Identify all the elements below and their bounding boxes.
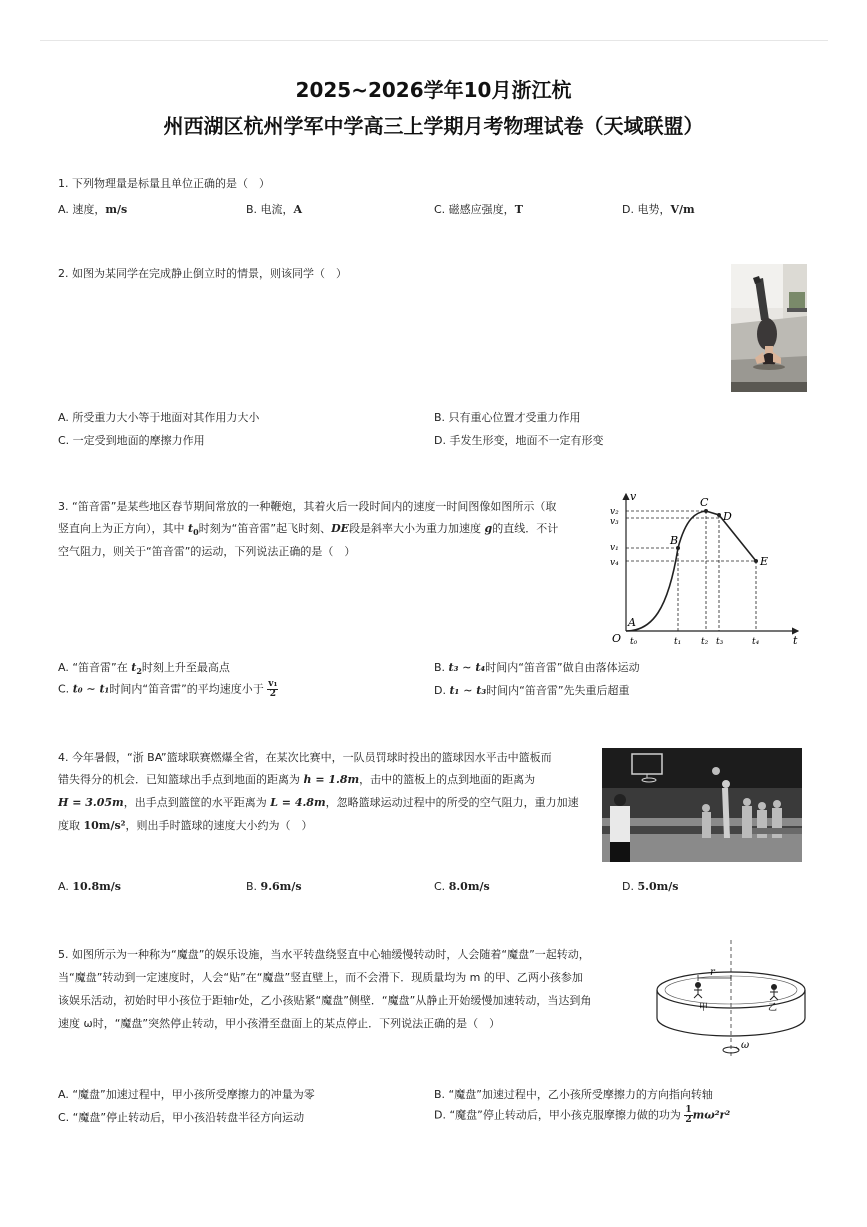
q1-stem: 1. 下列物理量是标量且单位正确的是（ ） xyxy=(58,177,270,190)
q3-option-d-text: 时间内“笛音雷”先失重后超重 xyxy=(486,684,630,697)
q5-option-d-text: D. “魔盘”停止转动后，甲小孩克服摩擦力做的功为 xyxy=(434,1108,685,1122)
q3-option-c-text: C. xyxy=(58,682,73,696)
q4-H: H = 3.05m xyxy=(58,796,124,809)
t1-label: t₁ xyxy=(674,637,682,647)
q3-option-c-text: 时间内“笛音雷”的平均速度小于 xyxy=(109,682,268,696)
q3-t0: t xyxy=(188,522,194,535)
omega-label: ω xyxy=(741,1040,750,1051)
page-title-line1: 2025~2026学年10月浙江杭 xyxy=(295,78,572,102)
q1-option-d-label: D. 电势， xyxy=(622,203,671,216)
point-b-label: B xyxy=(670,534,679,547)
q4-option-c[interactable]: C. 8.0m/s xyxy=(434,880,490,893)
t0-label: t₀ xyxy=(630,637,638,647)
q4-g: 10m/s² xyxy=(83,819,126,832)
q4-option-c-value: 8.0m/s xyxy=(448,880,490,893)
q3-option-a[interactable] xyxy=(58,659,230,676)
q5-stem-line4: 速度 ω时，“魔盘”突然停止转动，甲小孩滑至盘面上的某点停止．下列说法正确的是（ ） xyxy=(58,1017,501,1030)
q4-stem-line3: H = 3.05m，出手点到篮筐的水平距离为 L = 4.8m，忽略篮球运动过程中的所受的空气阻力，重力加速 xyxy=(58,796,579,809)
q5-option-d-fraction: $\frac{1}{2}$ xyxy=(685,1105,692,1125)
q1-option-c[interactable] xyxy=(434,201,523,217)
q4-stem-line4: 度取 10m/s²，则出手时篮球的速度大小约为（ ） xyxy=(58,819,313,832)
point-d-label: D xyxy=(723,510,732,523)
q3-stem-line3: 空气阻力，则关于“笛音雷”的运动，下列说法正确的是（ ） xyxy=(58,545,356,558)
vt-curve xyxy=(626,511,756,631)
point-c-label: C xyxy=(700,496,709,509)
q3-stem-line2 xyxy=(58,522,558,539)
child-jia-label: 甲 xyxy=(699,1003,709,1013)
q5-option-d[interactable] xyxy=(434,1106,730,1125)
q4-option-d-value: 5.0m/s xyxy=(637,880,679,893)
q3-option-a-t: t xyxy=(131,661,137,674)
q4-option-d[interactable]: D. 5.0m/s xyxy=(622,880,679,893)
q3-g: g xyxy=(484,522,493,535)
vt-graph xyxy=(606,488,806,648)
q1-option-a[interactable] xyxy=(58,201,127,217)
headstand-photo xyxy=(731,264,807,392)
guide-lines xyxy=(626,511,756,631)
v4-label: v₄ xyxy=(610,558,619,568)
q5-option-a[interactable]: A. “魔盘”加速过程中，甲小孩所受摩擦力的冲量为零 xyxy=(58,1088,315,1101)
v-axis-label: v xyxy=(630,490,637,503)
q1-option-b-label: B. 电流， xyxy=(246,203,294,216)
point-e-label: E xyxy=(760,555,769,568)
q5-stem-line3: 该娱乐活动，初始时甲小孩位于距轴r处，乙小孩贴紧“魔盘”侧壁．“魔盘”从静止开始缓慢加速转动，当达到角 xyxy=(58,994,592,1007)
q2-option-b[interactable]: B. 只有重心位置才受重力作用 xyxy=(434,411,581,424)
q3-text: 段是斜率大小为重力加速度 xyxy=(349,522,485,535)
v3-label: v₃ xyxy=(610,517,619,527)
q5-option-c[interactable]: C. “魔盘”停止转动后，甲小孩沿转盘半径方向运动 xyxy=(58,1111,305,1124)
q3-text: 的直线．不计 xyxy=(492,522,559,535)
q4-option-b[interactable]: B. 9.6m/s xyxy=(246,880,302,893)
q1-option-d[interactable] xyxy=(622,201,695,217)
q5-option-d-math: mω²r² xyxy=(692,1108,731,1122)
q4-option-b-value: 9.6m/s xyxy=(260,880,302,893)
q1-option-b-unit: A xyxy=(293,203,303,216)
q3-option-c-math: t₀ ∼ t₁ xyxy=(72,682,110,696)
q3-option-b-math: t₃ ∼ t₄ xyxy=(448,661,486,674)
q3-option-b-text: B. xyxy=(434,661,449,674)
t3-label: t₃ xyxy=(716,637,724,647)
q3-option-d[interactable] xyxy=(434,682,630,698)
point-a-label: A xyxy=(628,616,636,629)
q3-option-b[interactable] xyxy=(434,659,640,675)
q5-stem-line1: 5. 如图所示为一种称为“魔盘”的娱乐设施，当水平转盘绕竖直中心轴缓慢转动时，人会随着“魔盘”一起转动， xyxy=(58,948,590,961)
v2-label: v₂ xyxy=(610,507,619,517)
t2-label: t₂ xyxy=(701,637,709,647)
q3-text: 竖直向上为正方向），其中 xyxy=(58,522,188,535)
q2-stem: 2. 如图为某同学在完成静止倒立时的情景，则该同学（ ） xyxy=(58,267,347,280)
t-axis-label: t xyxy=(793,634,798,647)
q3-de: DE xyxy=(331,522,350,535)
q5-option-b[interactable]: B. “魔盘”加速过程中，乙小孩所受摩擦力的方向指向转轴 xyxy=(434,1088,713,1101)
q2-option-d[interactable]: D. 手发生形变，地面不一定有形变 xyxy=(434,434,604,447)
q3-t0-sub: 0 xyxy=(193,527,199,538)
q3-text: 时刻为“笛音雷”起飞时刻、 xyxy=(198,522,332,535)
q3-option-d-text: D. xyxy=(434,684,450,697)
q2-option-c[interactable]: C. 一定受到地面的摩擦力作用 xyxy=(58,434,205,447)
q3-stem-line1: 3. “笛音雷”是某些地区春节期间常放的一种鞭炮，其着火后一段时间内的速度一时间图像如图所示（取 xyxy=(58,500,557,513)
q5-stem-line2: 当“魔盘”转动到一定速度时，人会“贴”在“魔盘”竖直壁上，而不会滑下．现质量均为 m 的甲、乙两小孩参加 xyxy=(58,971,583,984)
q3-option-a-text: A. “笛音雷”在 xyxy=(58,661,132,674)
q4-stem-line1: 4. 今年暑假，“浙 BA”篮球联赛燃爆全省，在某次比赛中，一队员罚球时投出的篮球因水平击中篮板而 xyxy=(58,751,552,764)
origin-label: O xyxy=(612,632,622,645)
q1-option-c-unit: T xyxy=(514,203,523,216)
basketball-photo xyxy=(602,748,802,862)
header-divider xyxy=(40,40,828,41)
q3-option-b-text: 时间内“笛音雷”做自由落体运动 xyxy=(485,661,640,674)
magic-disc-figure xyxy=(652,938,810,1062)
q1-option-c-label: C. 磁感应强度， xyxy=(434,203,515,216)
radius-label: r xyxy=(710,967,715,978)
child-yi-label: 乙 xyxy=(768,1003,778,1013)
q4-h: h = 1.8m xyxy=(303,773,360,786)
t4-label: t₄ xyxy=(752,637,760,647)
q1-option-b[interactable] xyxy=(246,201,302,217)
q3-option-c-fraction: $\frac{\text{v₁}}{2}$ xyxy=(268,679,278,699)
q4-L: L = 4.8m xyxy=(270,796,326,809)
q1-option-a-unit: m/s xyxy=(105,203,128,216)
q4-option-a[interactable]: A. 10.8m/s xyxy=(58,880,121,893)
q3-option-d-math: t₁ ∼ t₃ xyxy=(449,684,487,697)
q1-option-d-unit: V/m xyxy=(670,203,695,216)
q4-option-a-value: 10.8m/s xyxy=(72,880,121,893)
q3-option-a-sub: 2 xyxy=(136,666,142,677)
q1-option-a-label: A. 速度， xyxy=(58,203,106,216)
page-title-line2: 州西湖区杭州学军中学高三上学期月考物理试卷（天域联盟） xyxy=(163,114,704,138)
q3-option-c[interactable] xyxy=(58,680,278,699)
q3-option-a-text: 时刻上升至最高点 xyxy=(141,661,230,674)
q4-stem-line2: 错失得分的机会．已知篮球出手点到地面的距离为 h = 1.8m，击中的篮板上的点到地面的距离为 xyxy=(58,773,536,786)
q2-option-a[interactable]: A. 所受重力大小等于地面对其作用力大小 xyxy=(58,411,260,424)
v1-label: v₁ xyxy=(610,543,619,553)
